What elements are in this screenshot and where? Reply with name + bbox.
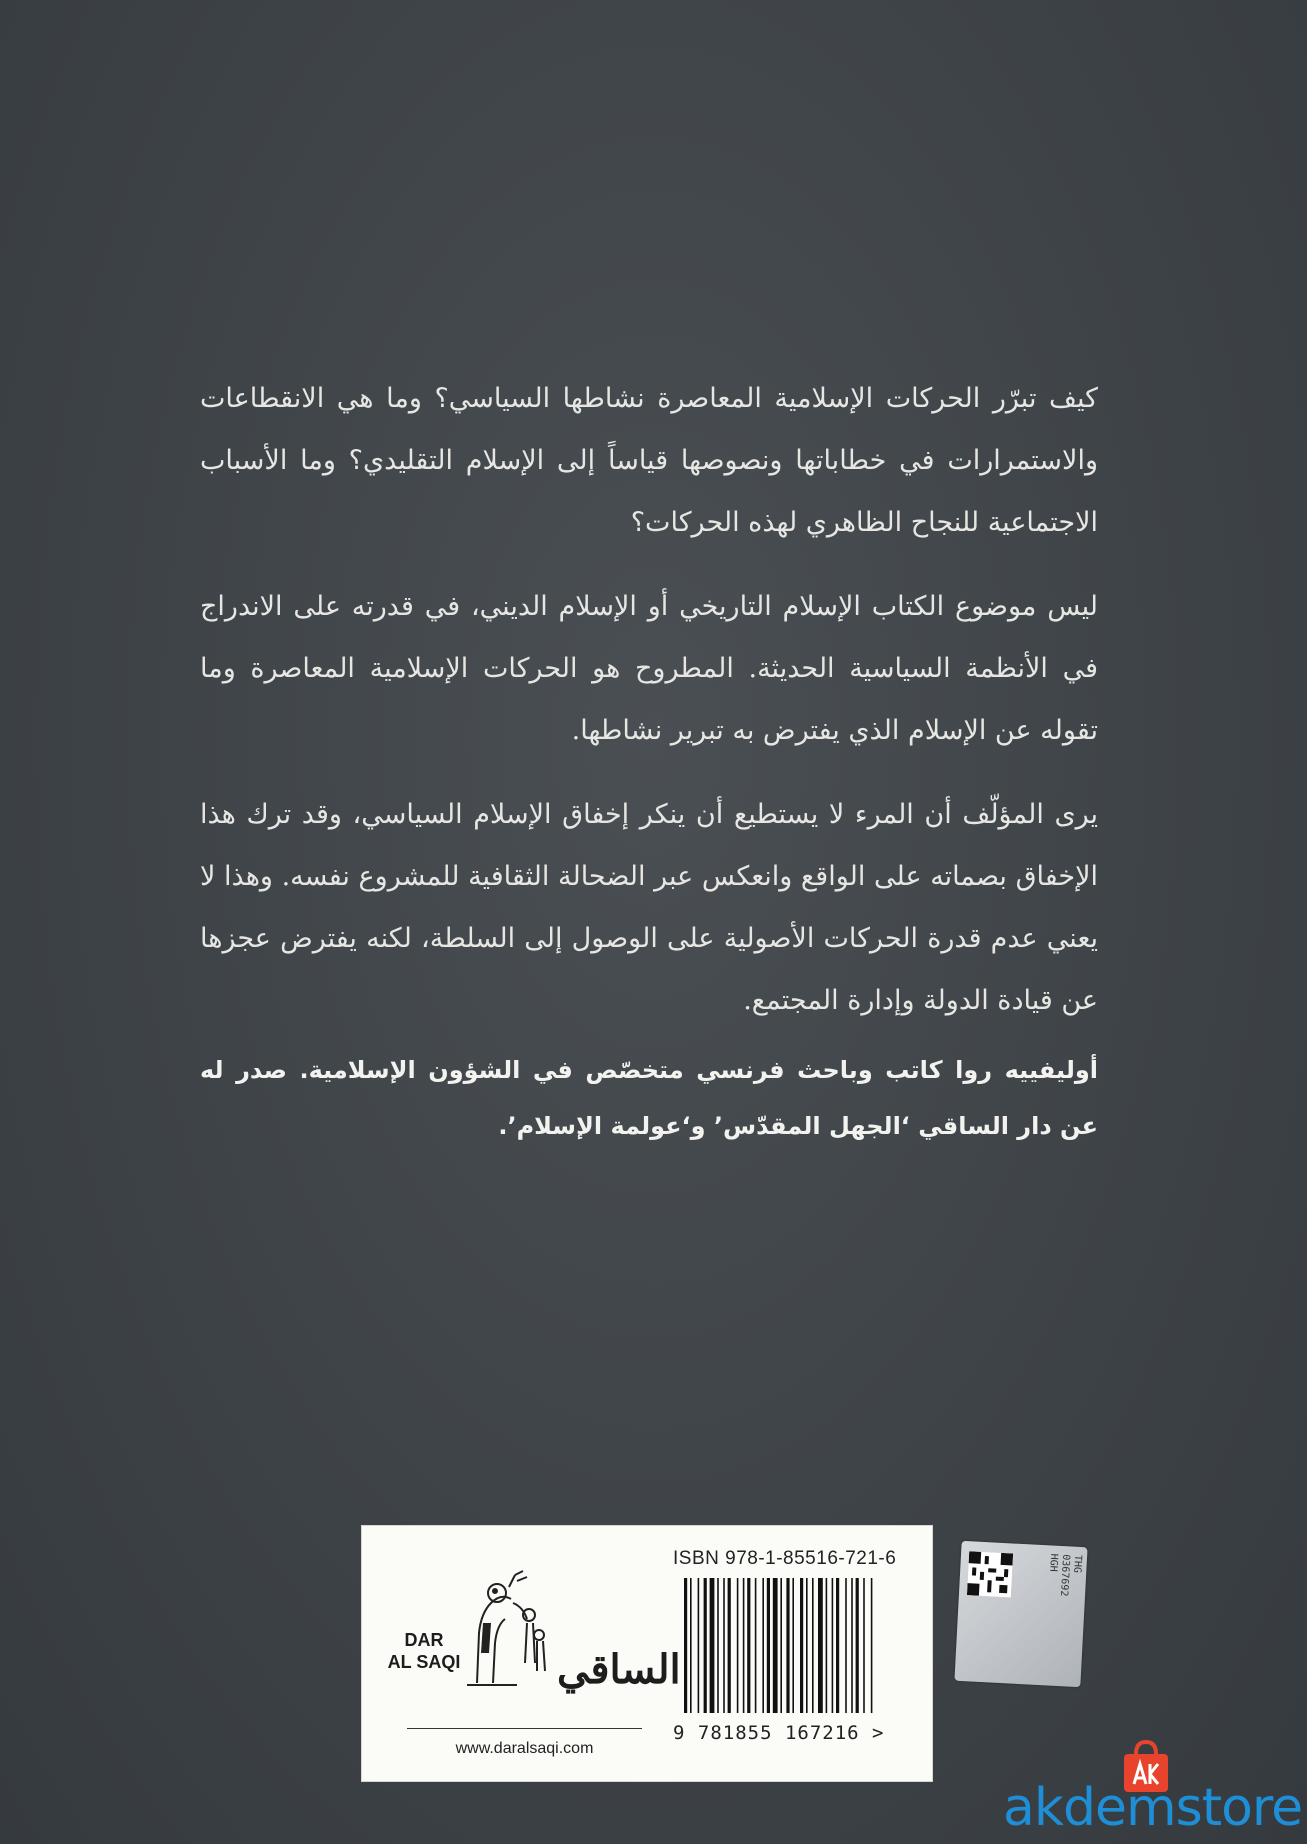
publisher-url: www.daralsaqi.com — [455, 1740, 594, 1757]
panel-divider — [407, 1728, 642, 1729]
publisher-name-line2: AL SAQI — [387, 1652, 461, 1672]
store-watermark: akdemstore — [1003, 1778, 1303, 1838]
author-note-text: أوليفييه روا كاتب وباحث فرنسي متخصّص في الشؤون الإسلامية. صدر له عن دار الساقي ‘الجهل المقدّس’ و‘عولمة الإسلام’. — [200, 1056, 1098, 1140]
barcode-panel — [361, 1525, 933, 1782]
barcode-icon — [680, 1578, 920, 1718]
qr-code-icon — [967, 1551, 1013, 1597]
blurb-paragraph-1: كيف تبرّر الحركات الإسلامية المعاصرة نشاطها السياسي؟ وما هي الانقطاعات والاستمرارات في خطاباتها ونصوصها قياساً إلى الإسلام التقليدي؟ وما الأسباب الاجتماعية للنجاح الظاهري لهذه الحركات؟ — [200, 383, 1098, 538]
blurb-paragraph-3: يرى المؤلّف أن المرء لا يستطيع أن ينكر إخفاق الإسلام السياسي، وقد ترك هذا الإخفاق بصماته على الواقع وانعكس عبر الضحالة الثقافية للمشروع نفسه. وهذا لا يعني عدم قدرة الحركات الأصولية على الوصول إلى السلطة، لكنه يفترض عجزها عن قيادة الدولة وإدارة المجتمع. — [200, 799, 1098, 1016]
publisher-name-line1: DAR — [404, 1630, 444, 1650]
publisher-name-arabic: الساقي — [557, 1646, 681, 1693]
author-note — [200, 1042, 1098, 1154]
store-sticker — [954, 1541, 1087, 1687]
sticker-code: THG 0367692 HGH — [1047, 1553, 1084, 1597]
barcode-digits: 9 781855 167216 > — [673, 1722, 885, 1744]
publisher-logo-illustration-icon — [457, 1563, 552, 1693]
publisher-name-latin — [374, 1629, 474, 1673]
blurb-text — [200, 368, 1098, 1054]
isbn-label: ISBN 978-1-85516-721-6 — [673, 1548, 897, 1569]
blurb-paragraph-2: ليس موضوع الكتاب الإسلام التاريخي أو الإسلام الديني، في قدرته على الاندراج في الأنظمة السياسية الحديثة. المطروح هو الحركات الإسلامية المعاصرة وما تقوله عن الإسلام الذي يفترض به تبرير نشاطها. — [200, 591, 1098, 746]
